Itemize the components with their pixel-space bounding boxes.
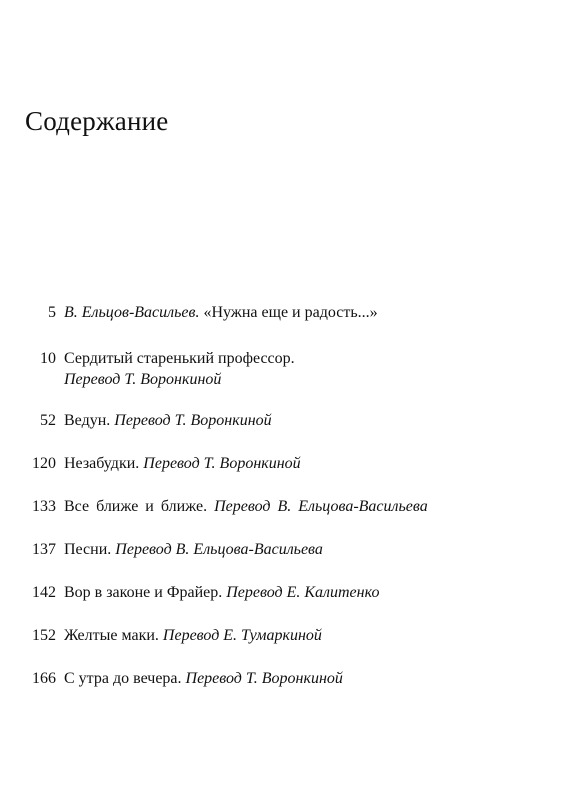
toc-translator: Перевод Е. Калитенко	[226, 584, 380, 601]
toc-title: Вор в законе и Фрайер.	[64, 584, 223, 601]
toc-page-number: 52	[40, 412, 56, 429]
toc-translator: Перевод Т. Воронкиной	[114, 412, 272, 429]
toc-page-number: 142	[32, 584, 56, 601]
toc-line	[64, 582, 379, 604]
toc-title: Сердитый старенький профессор.	[64, 350, 295, 367]
toc-line	[64, 496, 428, 518]
toc-title: Ведун.	[64, 412, 111, 429]
toc-page-number: 166	[32, 670, 56, 687]
toc-page-number: 152	[32, 627, 56, 644]
toc-line	[64, 410, 272, 432]
toc-title: Все ближе и ближе.	[64, 498, 208, 515]
toc-title: Незабудки.	[64, 455, 140, 472]
toc-page-number: 120	[32, 455, 56, 472]
toc-page-number: 10	[40, 350, 56, 367]
toc-title: Песни.	[64, 541, 112, 558]
toc-translator: Перевод В. Ельцова-Васильева	[214, 498, 428, 515]
toc-title: Желтые маки.	[64, 627, 159, 644]
toc-translator: Перевод Т. Воронкиной	[64, 371, 222, 388]
toc-translator: Перевод Е. Тумаркиной	[162, 627, 322, 644]
toc-line	[64, 453, 301, 475]
toc-page-number: 137	[32, 541, 56, 558]
toc-translator: Перевод Т. Воронкиной	[143, 455, 301, 472]
toc-page-number: 5	[48, 304, 56, 321]
toc-translator: Перевод Т. Воронкиной	[185, 670, 343, 687]
toc-title: С утра до вечера.	[64, 670, 182, 687]
toc-title-author: В. Ельцов-Васильев.	[64, 304, 200, 321]
toc-title-quote: «Нужна еще и радость...»	[203, 304, 378, 321]
toc-line	[64, 539, 323, 561]
page-title: Содержание	[25, 106, 169, 136]
toc-translator: Перевод В. Ельцова-Васильева	[115, 541, 323, 558]
toc-line	[64, 625, 322, 647]
toc-title	[64, 302, 378, 324]
toc-page-number: 133	[32, 498, 56, 515]
toc-line	[64, 668, 343, 690]
